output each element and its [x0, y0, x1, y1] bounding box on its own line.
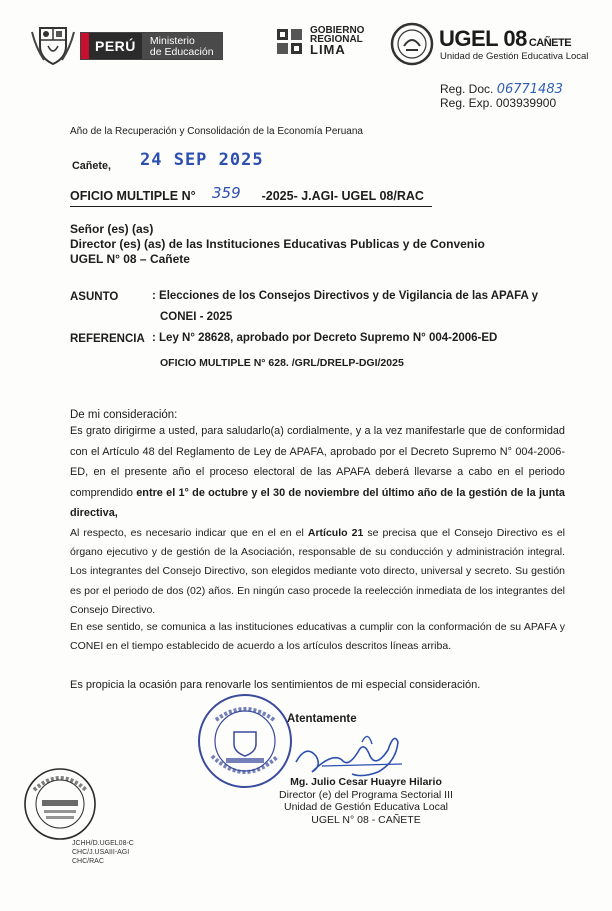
paragraph-1: Es grato dirigirme a usted, para saludarlo(a) cordialmente, y a la vez manifestarle que de conformidad con el Artículo 48 del Reglamento de Ley de APAFA, aprobado por el Decreto Supremo N° 004-2006-ED, en el presente año el proceso electoral de las APAFA deberá llevarse a cabo en el periodo comprendido entre el 1° de octubre y el 30 de noviembre del último año de la gestión de la junta directiva,	[70, 425, 565, 520]
oficio-underline	[70, 206, 432, 207]
ministry-label: Ministerio de Educación	[142, 33, 222, 59]
place-label: Cañete,	[72, 160, 112, 172]
closing-line: Es propicia la ocasión para renovarle los sentimientos de mi especial consideración.	[70, 679, 481, 691]
oficio-number: OFICIO MULTIPLE N° -2025- J.AGI- UGEL 08/RAC	[70, 189, 424, 203]
administration-seal-icon	[22, 766, 98, 842]
signer-unit: Unidad de Gestión Educativa Local	[283, 801, 449, 813]
paragraph-3: En ese sentido, se comunica a las instituciones educativas a cumplir con la conformación de su APAFA y CONEI en el tiempo establecido de acuerdo a los artículos descritos líneas arriba.	[70, 621, 565, 653]
signer-name: Mg. Julio Cesar Huayre Hilario	[290, 776, 442, 788]
asunto-label: ASUNTO	[70, 291, 119, 303]
signer-block	[256, 776, 476, 826]
ugel-seal-icon	[390, 22, 434, 66]
ugel-subtitle: Unidad de Gestión Educativa Local	[440, 51, 589, 62]
signer-ugel: UGEL N° 08 - CAÑETE	[311, 813, 421, 826]
signer-role: Director (e) del Programa Sectorial III	[279, 788, 453, 801]
peru-flag-icon	[81, 33, 89, 59]
gore-lima-label: GOBIERNO REGIONAL LIMA	[310, 25, 365, 57]
paragraph-2: Al respecto, es necesario indicar que en el en el Artículo 21 se precisa que el Consejo Directivo es el órgano ejecutivo y de gestión de la Asociación, responsable de su conducción y administración integral. Los integrantes del Consejo Directivo, son elegidos mediante voto directo, universal y secreto. Su gestión es por el periodo de dos (02) años. En ningún caso procede la reelección inmediata de los integrantes del Consejo Directivo.	[70, 527, 565, 616]
referencia-text: : Ley N° 28628, aprobado por Decreto Supremo N° 004-2006-ED OFICIO MULTIPLE N° 628. /GRL/DRELP-DGI/2025	[152, 332, 498, 369]
oficio-handwritten-number: 359	[212, 184, 241, 202]
registry-doc-number: 06771483	[496, 82, 563, 97]
handwritten-signature-icon	[292, 722, 412, 784]
ugel-title: UGEL 08 CAÑETE	[439, 26, 572, 51]
registry-exp: Reg. Exp. 003939900	[440, 96, 557, 110]
peru-coat-of-arms-icon	[30, 22, 76, 66]
registry-exp-number: 003939900	[496, 96, 557, 110]
addressee-block: Señor (es) (as) Director (es) (as) de las Instituciones Educativas Publicas y de Convenio UGEL N° 08 – Cañete	[70, 222, 485, 266]
initials-block: JCHH/D.UGEL08-C CHC/J.USAIII-AGI CHC/RAC	[72, 840, 134, 865]
letterhead	[30, 22, 590, 68]
peru-minedu-banner	[80, 32, 223, 60]
referencia-label: REFERENCIA	[70, 333, 145, 345]
greeting: De mi consideración:	[70, 409, 178, 421]
date-stamp: 24 SEP 2025	[140, 150, 264, 170]
year-motto: Año de la Recuperación y Consolidación de la Economía Peruana	[70, 126, 363, 137]
gore-lima-logo-icon	[275, 25, 305, 57]
sign-off: Atentamente	[287, 713, 357, 725]
asunto-text: : Elecciones de los Consejos Directivos y de Vigilancia de las APAFA y CONEI - 2025	[152, 290, 539, 323]
registry-doc: Reg. Doc. 06771483	[440, 82, 563, 97]
country-label: PERÚ	[89, 33, 142, 59]
